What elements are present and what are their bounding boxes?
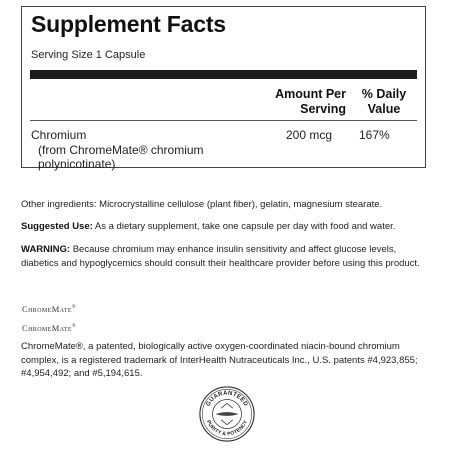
other-ingredients: Other ingredients: Microcrystalline cellulose (plant fiber), gelatin, magnesium stearate. bbox=[21, 199, 383, 210]
warning-body: Because chromium may enhance insulin sensitivity and affect glucose levels, diabetics and hypoglycemics should consult their healthcare provider before using this product. bbox=[21, 244, 420, 269]
thin-divider bbox=[30, 120, 417, 121]
warning-label: WARNING: bbox=[21, 244, 71, 255]
chromemate-logo bbox=[22, 304, 76, 314]
nutrient-source-line2: polynicotinate) bbox=[38, 157, 116, 171]
amount-per-serving-header bbox=[262, 87, 346, 117]
warning-text bbox=[21, 243, 436, 271]
suggested-use-text: As a dietary supplement, take one capsule per day with food and water. bbox=[92, 221, 396, 232]
nutrient-name bbox=[31, 128, 251, 172]
suggested-use bbox=[21, 220, 436, 234]
nutrient-label: Chromium bbox=[31, 128, 87, 142]
chromemate-logo-mark: ® bbox=[71, 305, 77, 311]
amount-header-line1: Amount Per bbox=[275, 87, 346, 101]
chromemate-logo-2-text: ChromeMate bbox=[22, 323, 72, 333]
seal-top-text: GUARANTEED bbox=[205, 390, 249, 408]
thick-divider bbox=[30, 70, 417, 79]
nutrient-daily-value: 167% bbox=[359, 128, 390, 142]
dv-header-line2: Value bbox=[367, 102, 401, 116]
chromemate-logo-2 bbox=[22, 323, 76, 333]
suggested-use-label: Suggested Use: bbox=[21, 221, 93, 232]
nutrient-amount: 200 mcg bbox=[286, 128, 333, 142]
supplement-facts-panel bbox=[21, 6, 426, 171]
seal-bottom-text: PURITY & POTENCY bbox=[205, 419, 249, 438]
serving-size: Serving Size 1 Capsule bbox=[31, 49, 146, 61]
amount-header-line2: Serving bbox=[300, 102, 346, 116]
dv-header-line1: % Daily bbox=[361, 87, 407, 101]
supplement-facts-title: Supplement Facts bbox=[31, 11, 226, 37]
nutrient-source-line1: (from ChromeMate® chromium bbox=[38, 142, 204, 157]
guaranteed-purity-seal-icon bbox=[198, 385, 256, 443]
chromemate-logo-text: ChromeMate bbox=[22, 304, 72, 314]
chromemate-logo-2-mark: ® bbox=[71, 324, 77, 330]
patent-statement: ChromeMate®, a patented, biologically active oxygen-coordinated niacin-bound chromium complex, is a registered trademark of InterHealth Nutraceuticals Inc., U.S. patents #4,923,855; #4,954,492; and #5,194,615. bbox=[21, 341, 418, 379]
daily-value-header bbox=[352, 87, 416, 117]
